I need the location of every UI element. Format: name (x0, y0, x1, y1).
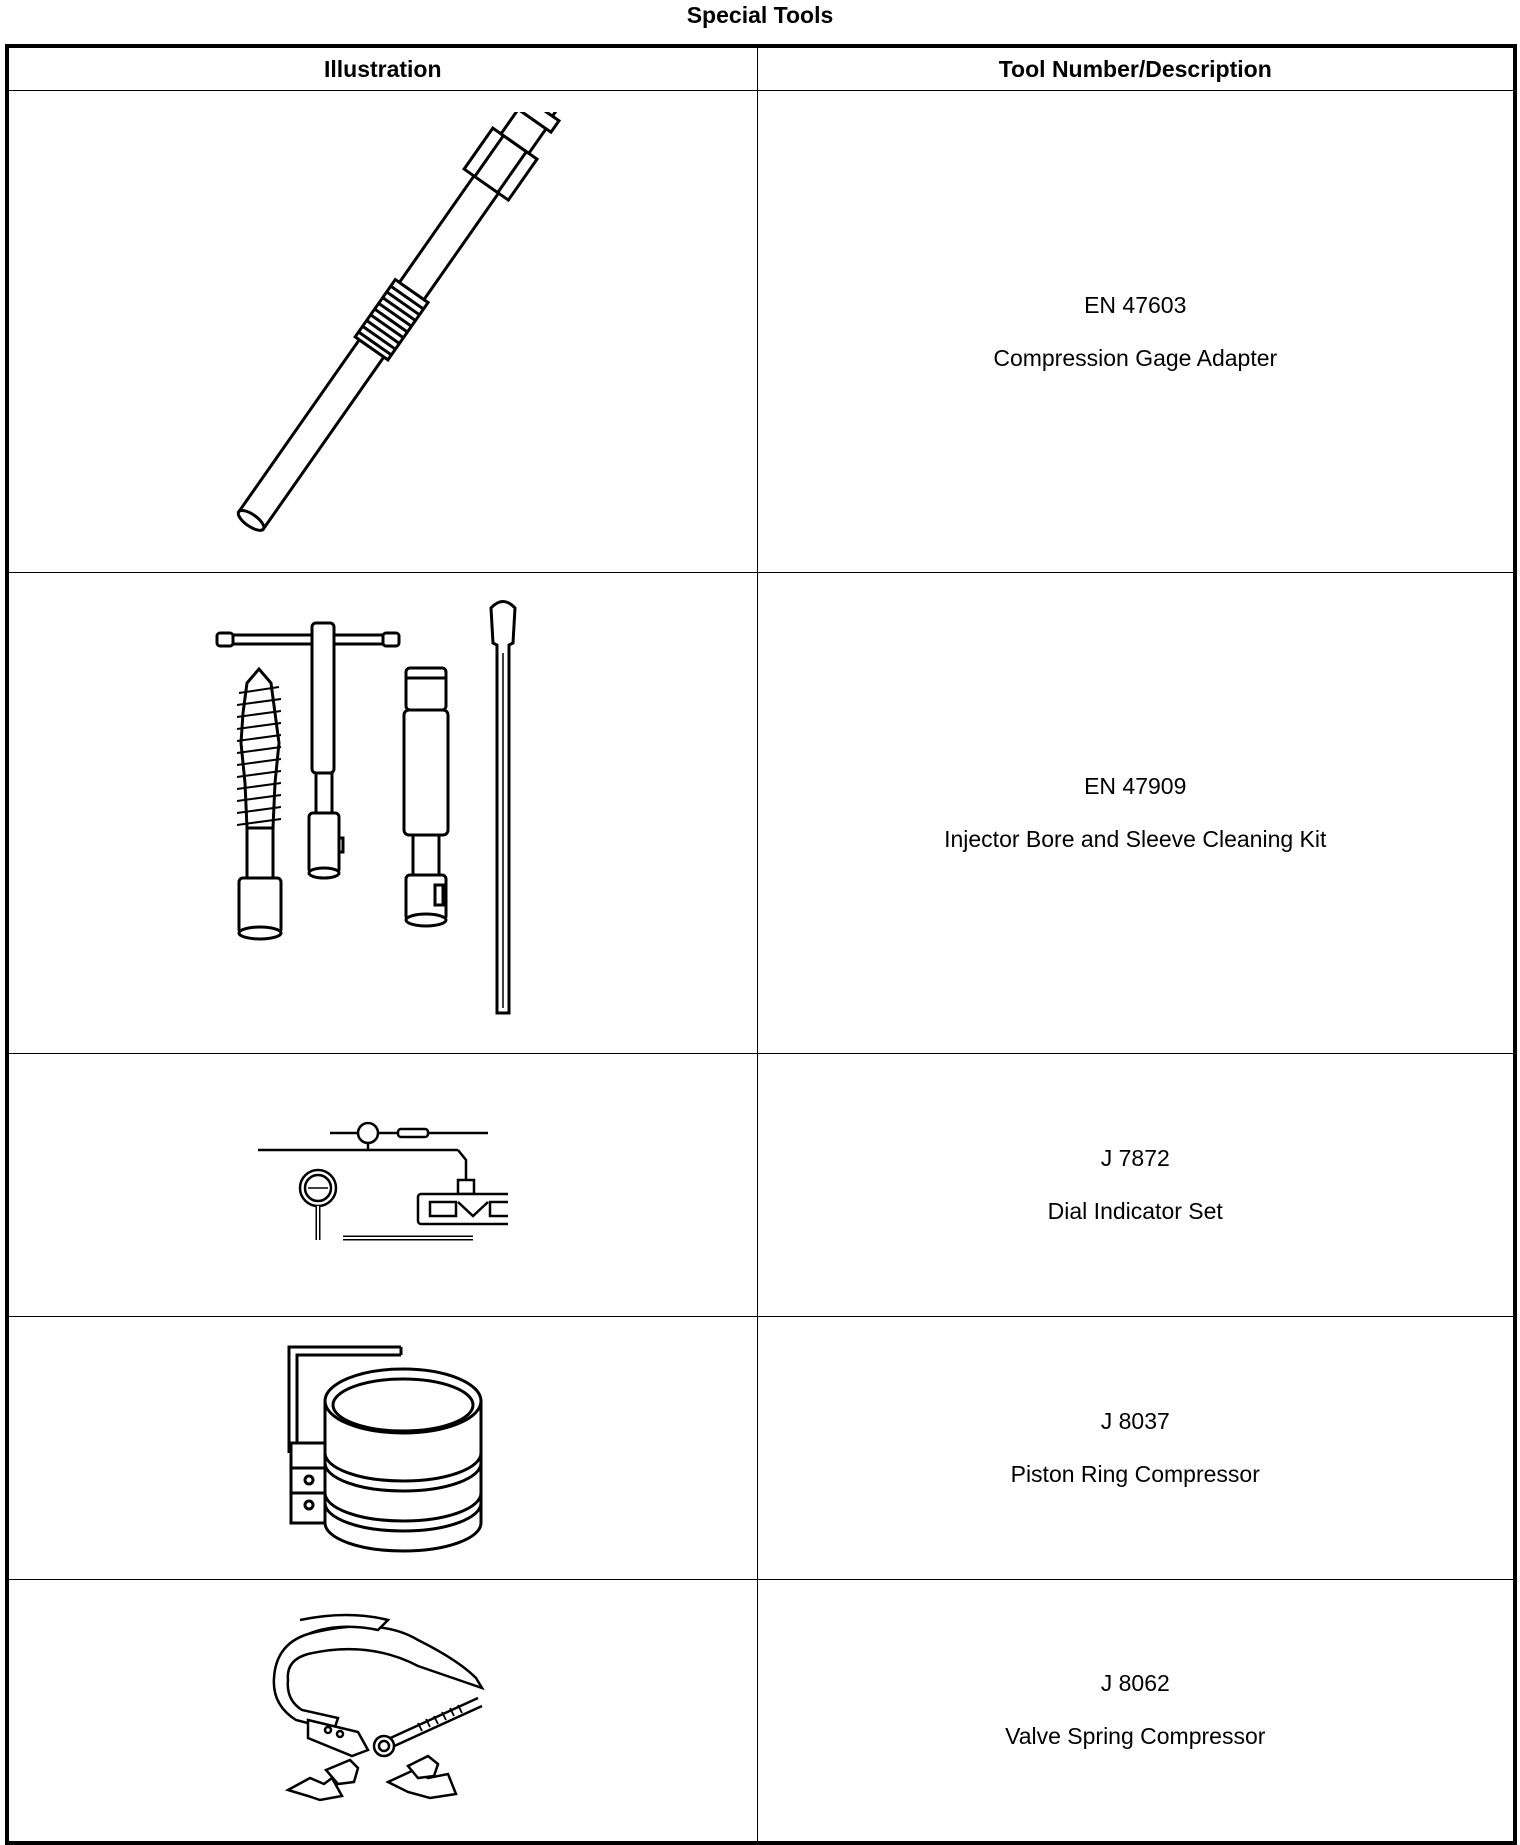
table-row (7, 1317, 1515, 1580)
illustration-cell (7, 573, 757, 1054)
table-row (7, 1580, 1515, 1843)
tool-number: EN 47909 (1084, 773, 1187, 799)
tool-description: Piston Ring Compressor (1010, 1461, 1260, 1487)
tool-description: Valve Spring Compressor (1005, 1723, 1266, 1750)
tool-number: J 8062 (1100, 1670, 1170, 1697)
illustration-cell (7, 91, 757, 573)
valve-spring-compressor-icon (268, 1610, 498, 1810)
injector-bore-cleaning-kit-icon (203, 583, 563, 1043)
special-tools-table (5, 44, 1517, 1845)
table-row (7, 91, 1515, 573)
description-cell (757, 1317, 1515, 1580)
piston-ring-compressor-icon (273, 1333, 493, 1563)
description-cell (757, 1054, 1515, 1317)
description-cell (757, 91, 1515, 573)
illustration-cell (7, 1317, 757, 1580)
compression-gage-adapter-icon (173, 112, 593, 552)
page-title: Special Tools (686, 2, 834, 28)
tool-description: Dial Indicator Set (1047, 1198, 1223, 1224)
description-cell (757, 573, 1515, 1054)
table-row (7, 1054, 1515, 1317)
illustration-cell (7, 1580, 757, 1843)
illustration-cell (7, 1054, 757, 1317)
description-header: Tool Number/Description (757, 46, 1515, 91)
tool-number: EN 47603 (1084, 291, 1187, 318)
table-header-row (7, 46, 1515, 91)
tool-description: Injector Bore and Sleeve Cleaning Kit (944, 826, 1327, 852)
illustration-header: Illustration (7, 46, 757, 91)
tool-description: Compression Gage Adapter (993, 344, 1278, 371)
description-cell (757, 1580, 1515, 1843)
tool-number: J 8037 (1100, 1408, 1170, 1434)
tool-number: J 7872 (1100, 1145, 1170, 1171)
dial-indicator-set-icon (258, 1110, 508, 1260)
table-row (7, 573, 1515, 1054)
